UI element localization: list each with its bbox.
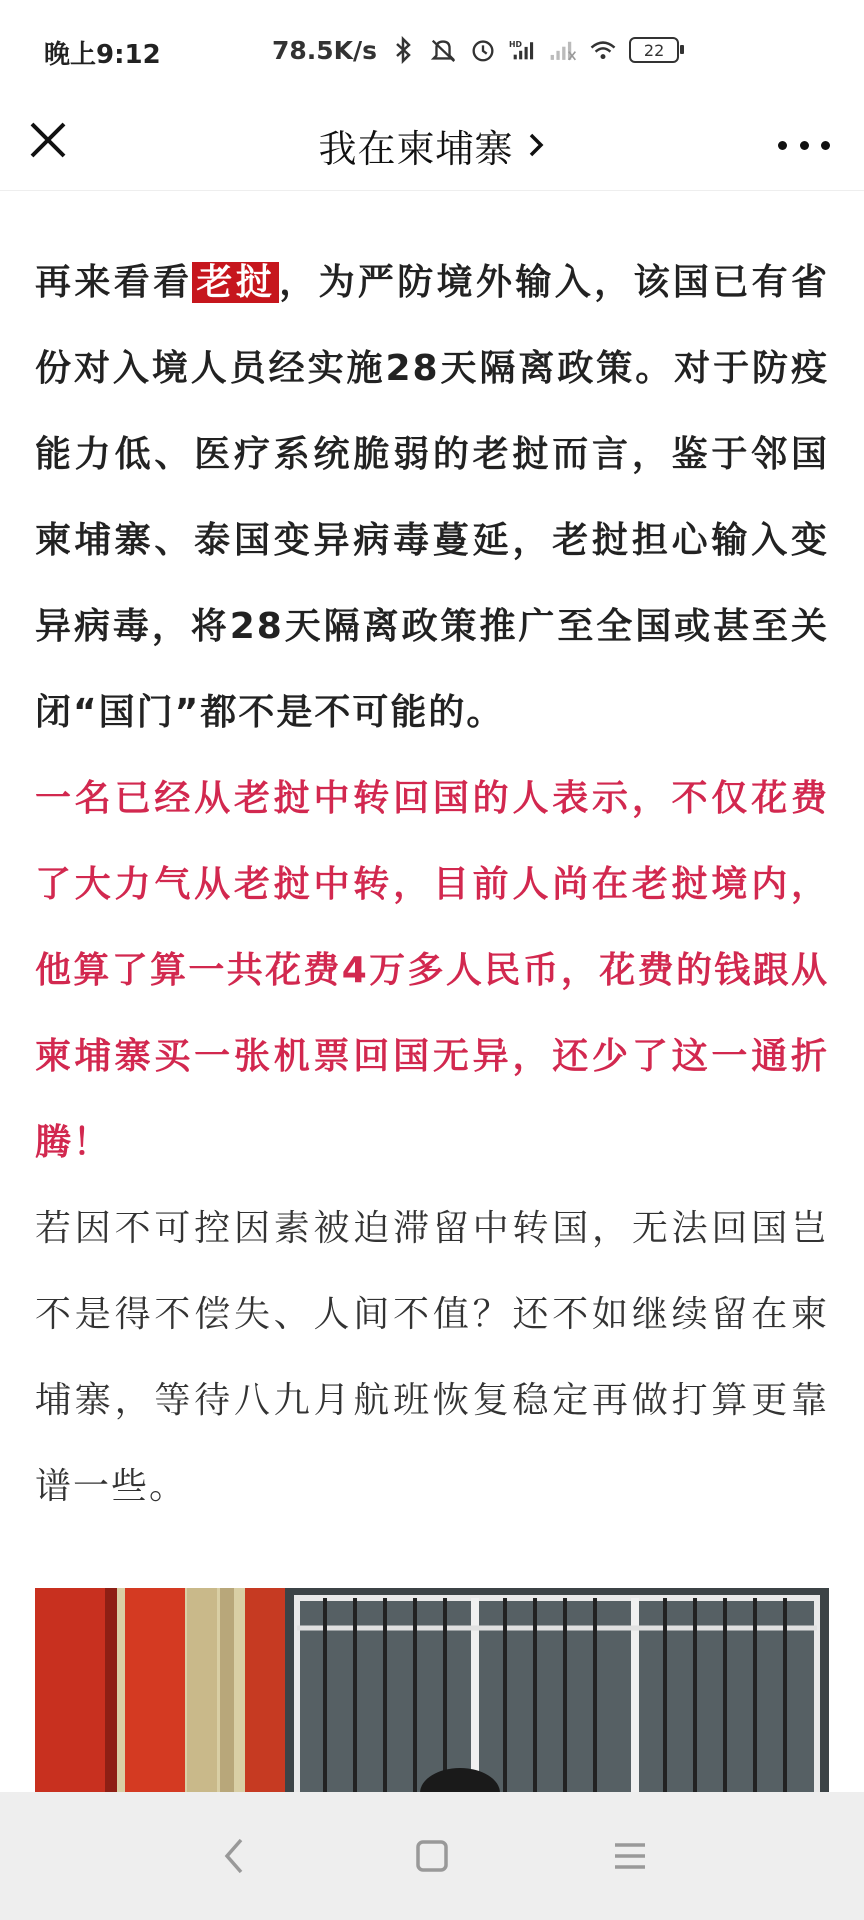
more-dot (821, 141, 830, 150)
back-button[interactable] (209, 1831, 259, 1881)
more-dot (800, 141, 809, 150)
network-speed: 78.5K/s (272, 35, 378, 65)
paragraph-1-lead: 再来看看 (35, 262, 193, 303)
svg-text:HD: HD (509, 39, 523, 49)
chevron-right-icon (526, 130, 546, 160)
account-title-link[interactable] (0, 100, 864, 190)
recents-button[interactable] (605, 1831, 655, 1881)
battery-icon: 22 (629, 37, 679, 63)
status-icons (272, 30, 679, 70)
bluetooth-icon (389, 36, 417, 64)
menu-icon (612, 1840, 648, 1872)
status-bar (0, 0, 864, 100)
highlighted-keyword: 老挝 (192, 262, 279, 303)
paragraph-3: 若因不可控因素被迫滞留中转国，无法回国岂不是得不偿失、人间不值？还不如继续留在柬埔寨，等待八九月航班恢复稳定再做打算更靠谱一些。 (35, 1208, 829, 1507)
article-header (0, 100, 864, 191)
home-icon (414, 1838, 450, 1874)
status-time: 晚上9:12 (44, 40, 161, 70)
header-title: 我在柬埔寨 (318, 126, 514, 171)
more-dot (778, 141, 787, 150)
hd-signal-icon (509, 36, 537, 64)
alarm-icon (469, 36, 497, 64)
wifi-icon (589, 36, 617, 64)
system-nav-bar (0, 1792, 864, 1920)
paragraph-1 (35, 240, 829, 756)
signal-icon (549, 36, 577, 64)
back-icon (219, 1836, 249, 1876)
paragraph-2-emphasis: 一名已经从老挝中转回国的人表示，不仅花费了大力气从老挝中转，目前人尚在老挝境内，他算了算一共花费4万多人民币，花费的钱跟从柬埔寨买一张机票回国无异，还少了这一通折腾！ (35, 778, 829, 1163)
more-options-button[interactable] (778, 130, 830, 160)
photo-image (35, 1588, 829, 1798)
home-button[interactable] (407, 1831, 457, 1881)
mute-icon (429, 36, 457, 64)
article-photo[interactable] (35, 1588, 829, 1798)
paragraph-1-text: ，为严防境外输入，该国已有省份对入境人员经实施28天隔离政策。对于防疫能力低、医疗系统脆弱的老挝而言，鉴于邻国柬埔寨、泰国变异病毒蔓延，老挝担心输入变异病毒，将28天隔离政策推广至全国或甚至关闭“国门”都不是不可能的。 (35, 262, 829, 733)
article-body (35, 240, 829, 1530)
